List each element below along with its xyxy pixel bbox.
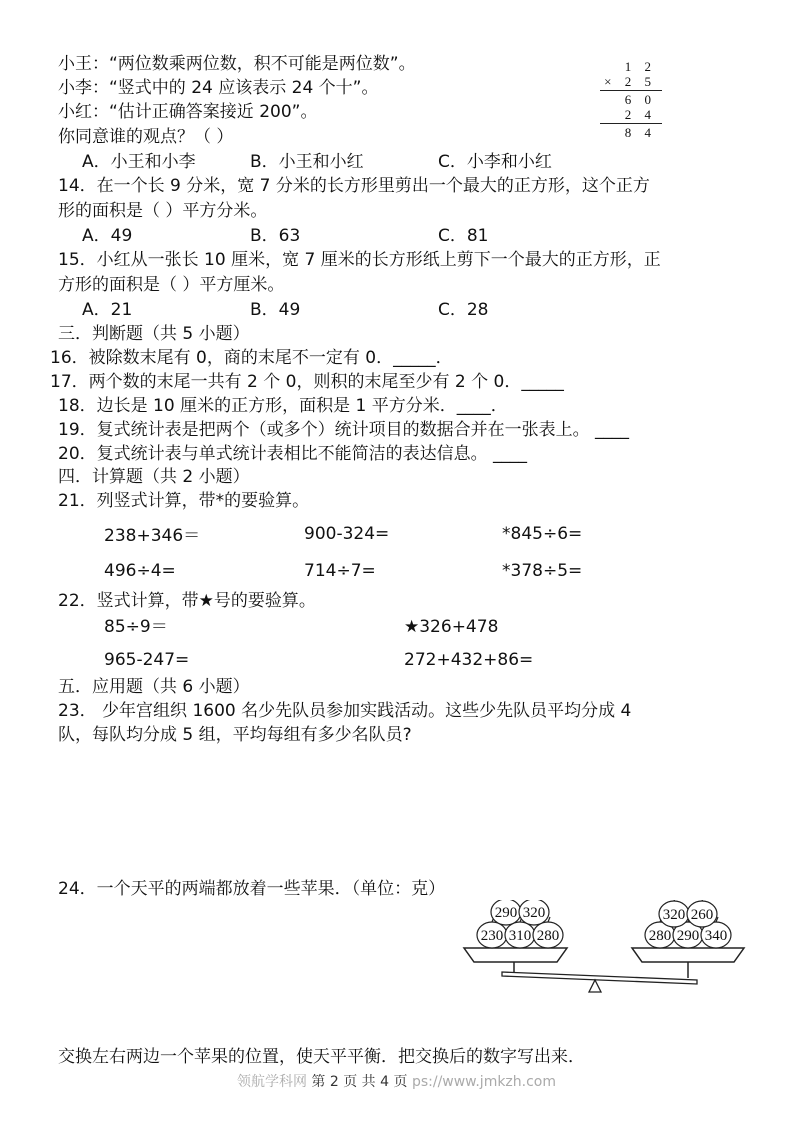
vertical-row-5: 8 4 (624, 125, 656, 140)
svg-text:280: 280 (536, 928, 560, 944)
q16: 16．被除数末尾有 0，商的末尾不一定有 0．_____． (50, 348, 453, 368)
q21-expr-5: 714÷7= (304, 561, 376, 581)
q21-expr-6: *378÷5= (502, 561, 583, 581)
q15-option-b: B．49 (250, 300, 301, 320)
apple-left-top-1 (491, 900, 521, 925)
vertical-row-4: 2 4 (624, 107, 656, 122)
q15-line-2: 方形的面积是（ ）平方厘米。 (58, 275, 285, 295)
section-3-title: 三．判断题（共 5 小题） (58, 324, 250, 344)
svg-text:290: 290 (494, 905, 518, 921)
q18: 18．边长是 10 厘米的正方形，面积是 1 平方分米．____． (58, 396, 508, 416)
svg-text:320: 320 (522, 905, 546, 921)
q23-line-1: 23． 少年宫组织 1600 名少先队员参加实践活动。这些少先队员平均分成 4 (58, 701, 632, 721)
section-4-title: 四．计算题（共 2 小题） (58, 467, 250, 487)
balance-scale-drawing (462, 900, 747, 1000)
q14-line-2: 形的面积是（ ）平方分米。 (58, 201, 268, 221)
q21-expr-1: 238+346＝ (104, 526, 201, 546)
q13-option-c: C．小李和小红 (438, 152, 552, 172)
q21-title: 21．列竖式计算，带*的要验算。 (58, 491, 310, 511)
q22-expr-2: ★326+478 (404, 617, 499, 637)
q14-line-1: 14．在一个长 9 分米，宽 7 分米的长方形里剪出一个最大的正方形，这个正方 (58, 176, 650, 196)
q15-option-a: A．21 (82, 300, 133, 320)
balance-scale (462, 900, 747, 1000)
q20: 20．复式统计表与单式统计表相比不能简洁的表达信息。 ____ (58, 444, 528, 464)
vertical-row-2: × 2 5 (604, 74, 656, 89)
page-number: 第 2 页 共 4 页 (311, 1074, 408, 1090)
q21-expr-3: *845÷6= (502, 524, 583, 544)
section-5-title: 五．应用题（共 6 小题） (58, 677, 250, 697)
page-footer (0, 1071, 793, 1091)
q13-option-a: A．小王和小李 (82, 152, 196, 172)
q23-line-2: 队，每队均分成 5 组，平均每组有多少名队员? (58, 725, 412, 745)
svg-text:260: 260 (690, 907, 714, 923)
q22-title: 22．竖式计算，带★号的要验算。 (58, 591, 316, 611)
svg-text:340: 340 (704, 928, 728, 944)
q14-option-b: B．63 (250, 226, 301, 246)
q14-option-a: A．49 (82, 226, 133, 246)
svg-text:230: 230 (480, 928, 504, 944)
q21-expr-2: 900-324= (304, 524, 390, 544)
apple-right-top-2 (687, 900, 717, 927)
q19: 19．复式统计表是把两个（或多个）统计项目的数据合并在一张表上。 ____ (58, 420, 630, 440)
q22-expr-4: 272+432+86= (404, 650, 534, 670)
q22-expr-1: 85÷9＝ (104, 617, 168, 637)
footer-watermark-left: 领航学科网 (236, 1074, 307, 1090)
svg-text:310: 310 (508, 928, 532, 944)
q21-expr-4: 496÷4= (104, 561, 176, 581)
vertical-line-2 (600, 123, 662, 124)
vertical-multiplication (596, 60, 662, 140)
q13-line-3: 小红：“估计正确答案接近 200”。 (58, 102, 318, 122)
vertical-row-3: 6 0 (624, 92, 656, 107)
vertical-row-1: 1 2 (624, 59, 656, 74)
q24-title: 24．一个天平的两端都放着一些苹果．（单位：克） (58, 879, 446, 899)
svg-text:290: 290 (676, 928, 700, 944)
apple-left-top-2 (519, 900, 549, 925)
svg-text:280: 280 (648, 928, 672, 944)
q24-instruction: 交换左右两边一个苹果的位置，使天平平衡．把交换后的数字写出来． (58, 1047, 585, 1067)
q13-line-2: 小李：“竖式中的 24 应该表示 24 个十”。 (58, 78, 379, 98)
footer-watermark-right: ps://www.jmkzh.com (411, 1074, 557, 1090)
q13-question: 你同意谁的观点？（ ） (58, 127, 234, 147)
vertical-line-1 (600, 90, 662, 91)
apple-right-top-1 (659, 900, 689, 927)
svg-text:320: 320 (662, 907, 686, 923)
q15-line-1: 15．小红从一张长 10 厘米，宽 7 厘米的长方形纸上剪下一个最大的正方形，正 (58, 250, 661, 270)
q15-option-c: C．28 (438, 300, 489, 320)
q22-expr-3: 965-247= (104, 650, 190, 670)
q14-option-c: C．81 (438, 226, 489, 246)
q13-line-1: 小王：“两位数乘两位数，积不可能是两位数”。 (58, 54, 416, 74)
q13-option-b: B．小王和小红 (250, 152, 364, 172)
q17: 17．两个数的末尾一共有 2 个 0，则积的末尾至少有 2 个 0．_____ (50, 372, 564, 392)
